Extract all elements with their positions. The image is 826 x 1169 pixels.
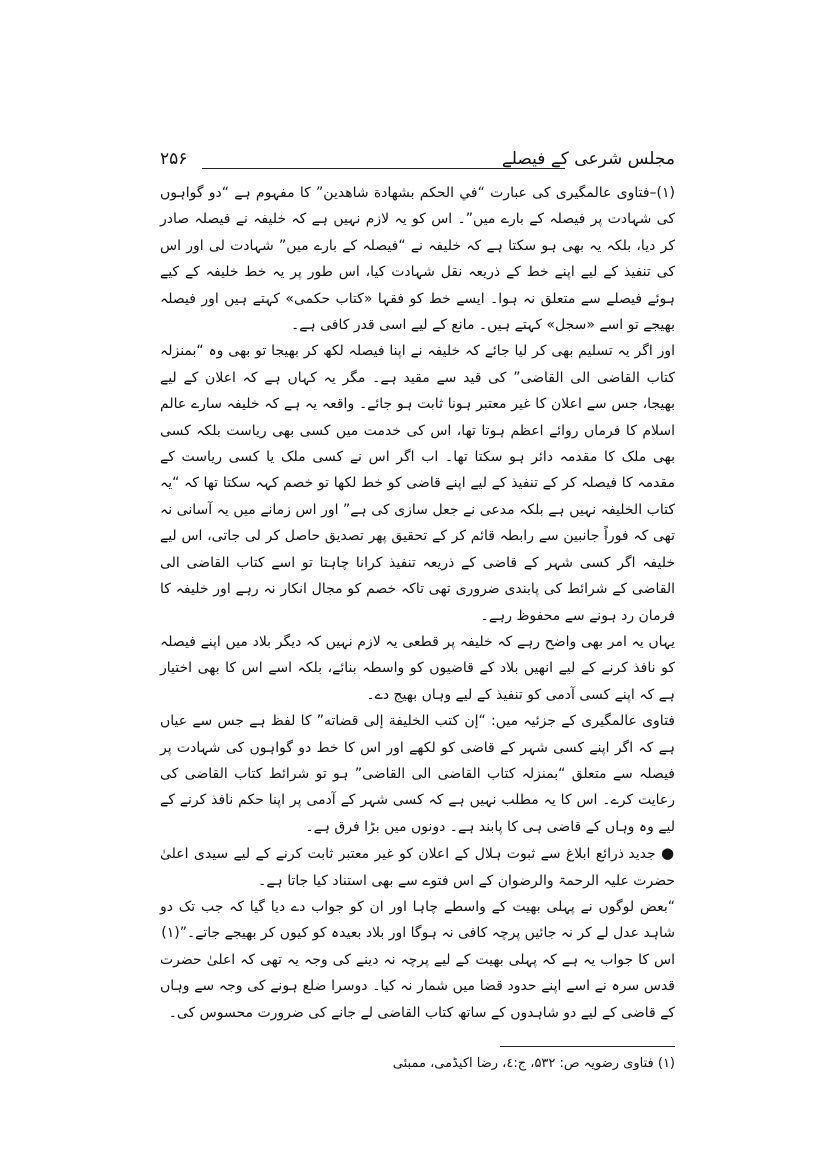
- paragraph-6-quote: “بعض لوگوں نے پہلی بھیت کے واسطے چاہا اور ان کو جواب دے دیا گیا کہ جب تک دو شاہد عدل لے کر نہ جائیں پرچہ کافی نہ ہوگا اور بلاد بعیدہ کو کیوں کر بھیجے جاتے۔”(۱): [160, 898, 675, 942]
- footnote: (۱) فتاوی رضویہ ص: ۵۳۲، ج:٤، رضا اکیڈمی، ممبئی: [392, 1056, 675, 1071]
- footnote-rule: [500, 1046, 675, 1047]
- paragraph-4: فتاوی عالمگیری کے جزئیہ میں: “إن كتب الخليفة إلى قضاته” کا لفظ ہے جس سے عیاں ہے کہ اگر اپنے کسی شہر کے قاضی کو لکھے اور اس کا خط دو گواہوں کی شہادت پر فیصلہ سے متعلق “بمنزلہ کتاب القاضی الی القاضی” ہو تو شرائط کتاب القاضی کی رعایت کرے۔ اس کا یہ مطلب نہیں ہے کہ کسی شہر کے آدمی پر اپنا حکم نافذ کرنے کے لیے وہ وہاں کے قاضی ہی کا پابند ہے۔ دونوں میں بڑا فرق ہے۔: [160, 713, 675, 835]
- paragraph-2: اور اگر یہ تسلیم بھی کر لیا جائے کہ خلیفہ نے اپنا فیصلہ لکھ کر بھیجا تو بھی وہ “بمنزلہ کتاب القاضی الی القاضی” کی قید سے مقید ہے۔ مگر یہ کہاں ہے کہ اعلان کے لیے بھیجا، جس سے اعلان کا غیر معتبر ہونا ثابت ہو جائے۔ واقعہ یہ ہے کہ خلیفہ سارے عالم اسلام کا فرماں روائے اعظم ہوتا تھا، اس کی خدمت میں کسی بھی ریاست بلکہ کسی بھی ملک کا مقدمہ دائر ہو سکتا تھا۔ اب اگر اس نے کسی ملک یا کسی ریاست کے مقدمہ کا فیصلہ کر کے تنفیذ کے لیے اپنے قاضی کو خط لکھا تو خصم کہہ سکتا تھا کہ “یہ کتاب الخلیفہ نہیں ہے بلکہ مدعی نے جعل سازی کی ہے” اور اس زمانے میں یہ آسانی نہ تھی کہ فوراً جانبین سے رابطہ قائم کر کے تحقیق پھر تصدیق حاصل کر لی جاتی، اس لیے خلیفہ اگر کسی شہر کے قاضی کے ذریعہ تنفیذ کرانا چاہتا تو اسے کتاب القاضی الی القاضی کے شرائط کی پابندی ضروری تھی تاکہ خصم کو مجال انکار نہ رہے اور خلیفہ کا فرمان رد ہونے سے محفوظ رہے۔: [160, 343, 675, 624]
- running-title: مجلس شرعی کے فیصلے: [501, 149, 675, 169]
- page-header: [160, 148, 675, 172]
- paragraph-5-text: جدید ذرائع ابلاغ سے ثبوت ہلال کے اعلان کو غیر معتبر ثابت کرنے کے لیے سیدی اعلیٰ حضرت علیہ الرحمۃ والرضوان کے اس فتوے سے بھی استناد کیا جاتا ہے۔: [160, 846, 675, 889]
- paragraph-1: (۱)–فتاوی عالمگیری کی عبارت “في الحكم بشهادة شاهدين” کا مفہوم ہے “دو گواہوں کی شہادت پر فیصلہ کے بارے میں”۔ اس کو یہ لازم نہیں ہے کہ خلیفہ نے فیصلہ صادر کر دیا، بلکہ یہ بھی ہو سکتا ہے کہ خلیفہ نے “فیصلہ کے بارے میں” شہادت لی اور اس کی تنفیذ کے لیے اپنے خط کے ذریعہ نقل شہادت کیا، اس طور پر یہ خط خلیفہ کے کیے ہوئے فیصلے سے متعلق نہ ہوا۔ ایسے خط کو فقہا «کتاب حکمی» کہتے ہیں اور فیصلہ بھیجے تو اسے «سجل» کہتے ہیں۔ مانع کے لیے اسی قدر کافی ہے۔: [160, 185, 675, 334]
- body-text: [160, 180, 675, 1026]
- bullet-icon: ●: [661, 844, 675, 863]
- paragraph-7: اس کا جواب یہ ہے کہ پہلی بھیت کے لیے پرچہ نہ دینے کی وجہ یہ تھی کہ اعلیٰ حضرت قدس سرہ نے اسے اپنے حدود قضا میں شمار نہ کیا۔ دوسرا ضلع ہونے کی وجہ سے وہاں کے قاضی کے لیے دو شاہدوں کے ساتھ کتاب القاضی لے جانے کی ضرورت محسوس کی۔: [160, 951, 675, 1021]
- paragraph-5: [160, 840, 675, 894]
- paragraph-3: یہاں یہ امر بھی واضح رہے کہ خلیفہ پر قطعی یہ لازم نہیں کہ دیگر بلاد میں اپنے فیصلہ کو نافذ کرنے کے لیے انھیں بلاد کے قاضیوں کو واسطہ بنائے، بلکہ اسے اس کا بھی اختیار ہے کہ اپنے کسی آدمی کو تنفیذ کے لیے وہاں بھیج دے۔: [160, 633, 675, 703]
- page-number: ۲۵۶: [160, 149, 188, 169]
- header-rule: [202, 168, 565, 169]
